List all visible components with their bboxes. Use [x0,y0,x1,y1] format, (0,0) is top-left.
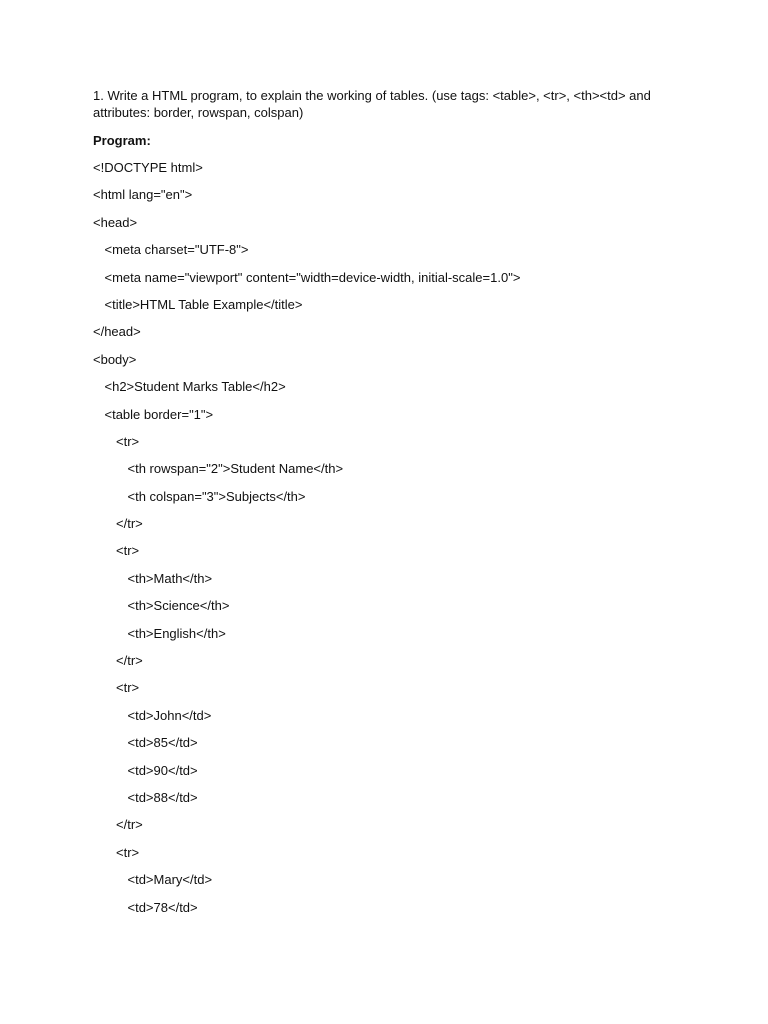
code-line: </head> [93,324,141,340]
code-line: <tr> [116,844,140,860]
code-line: <title>HTML Table Example</title> [104,296,303,312]
code-line: <head> [93,214,138,230]
code-line: <tr> [116,680,140,696]
code-listing [93,159,520,926]
code-line: </tr> [116,653,143,669]
code-line: <h2>Student Marks Table</h2> [104,379,286,395]
code-line: <th rowspan="2">Student Name</th> [127,461,344,477]
code-line: <tr> [116,543,140,559]
code-line: <th>English</th> [127,625,226,641]
code-line: <th colspan="3">Subjects</th> [127,488,306,504]
code-line: <td>85</td> [127,735,198,751]
code-line: <html lang="en"> [93,187,193,203]
program-heading: Program: [93,133,151,148]
code-line: <td>Mary</td> [127,872,213,888]
code-line: <body> [93,351,137,367]
code-line: <th>Math</th> [127,570,213,586]
code-line: <!DOCTYPE html> [93,160,203,175]
code-line: <meta charset="UTF-8"> [104,242,249,258]
question-text: 1. Write a HTML program, to explain the working of tables. (use tags: <table>, <tr>, <th><td> and attributes: border, rowspan, colspan) [93,88,655,120]
code-line: <table border="1"> [104,406,214,422]
code-line: <td>88</td> [127,789,198,805]
code-line: <td>78</td> [127,899,198,915]
code-line: <td>John</td> [127,707,212,723]
code-line: <th>Science</th> [127,598,230,614]
code-line: </tr> [116,516,143,532]
code-line: <td>90</td> [127,762,198,778]
code-line: <tr> [116,433,140,449]
code-line: <meta name="viewport" content="width=device-width, initial-scale=1.0"> [104,269,521,285]
code-line: </tr> [116,817,143,833]
